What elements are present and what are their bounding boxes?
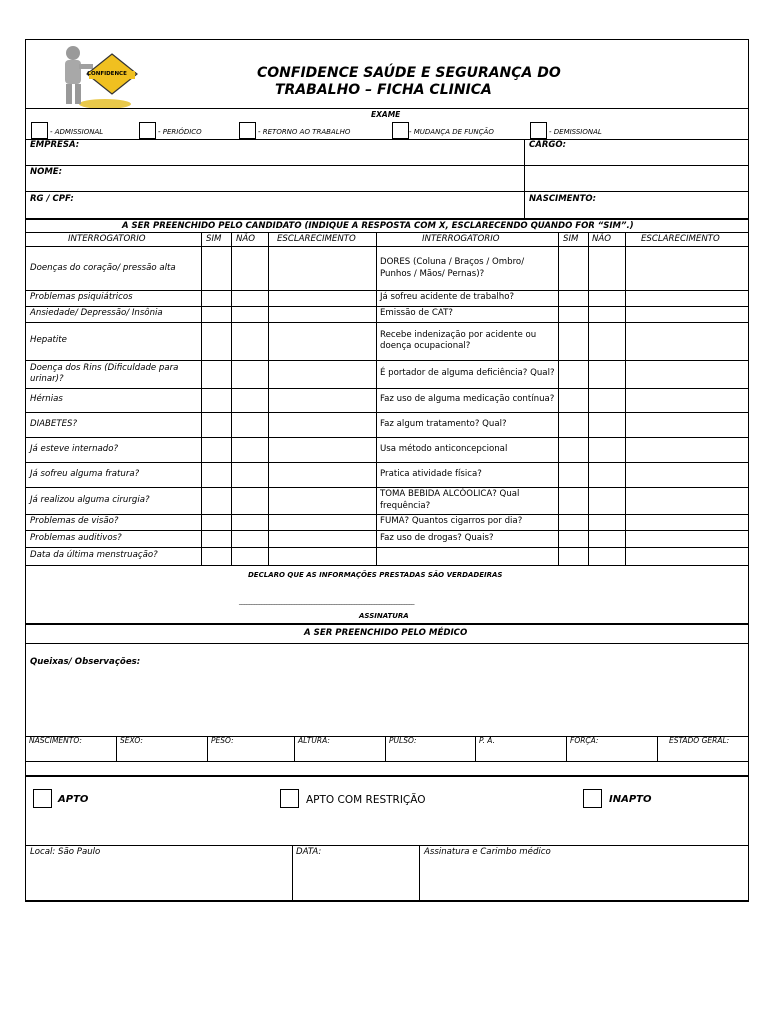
question-left: Problemas auditivos? (30, 532, 122, 543)
question-right: Faz uso de drogas? Quais? (380, 532, 494, 543)
answer-nao-left[interactable] (232, 307, 268, 322)
answer-sim-left[interactable] (202, 389, 231, 412)
header-esclarecimento-right: ESCLARECIMENTO (641, 234, 720, 244)
answer-sim-right[interactable] (559, 488, 588, 514)
question-right: Emissão de CAT? (380, 308, 453, 319)
label-apto-restricao: APTO COM RESTRIÇÃO (306, 794, 426, 806)
signature-line[interactable]: ______________________________________________________________________ (239, 598, 414, 605)
answer-nao-right[interactable] (589, 515, 625, 530)
answer-sim-right[interactable] (559, 361, 588, 388)
question-right: Faz uso de alguma medicação contínua? (380, 394, 555, 405)
answer-sim-right[interactable] (559, 531, 588, 547)
answer-nao-left[interactable] (232, 463, 268, 487)
answer-sim-right[interactable] (559, 438, 588, 462)
question-left: Doenças do coração/ pressão alta (30, 262, 176, 273)
header-interrogatorio-left: INTERROGATORIO (68, 234, 146, 244)
answer-nao-left[interactable] (232, 248, 268, 290)
header-interrogatorio-right: INTERROGATORIO (422, 234, 500, 244)
answer-sim-right[interactable] (559, 413, 588, 437)
medical-banner: A SER PREENCHIDO PELO MÉDICO (304, 628, 468, 638)
answer-nao-left[interactable] (232, 548, 268, 565)
checkbox-apto-restricao[interactable] (280, 789, 299, 808)
answer-esclarecimento-left[interactable] (269, 323, 376, 360)
declaration-text: DECLARO QUE AS INFORMAÇÕES PRESTADAS SÃO VERDADEIRAS (248, 571, 503, 579)
checkbox-mudanca[interactable] (392, 122, 409, 139)
answer-nao-right[interactable] (589, 531, 625, 547)
answer-sim-right[interactable] (559, 389, 588, 412)
answer-nao-left[interactable] (232, 361, 268, 388)
answer-nao-right[interactable] (589, 291, 625, 306)
label-inapto: INAPTO (609, 794, 652, 805)
checkbox-inapto[interactable] (583, 789, 602, 808)
answer-sim-left[interactable] (202, 463, 231, 487)
answer-nao-right[interactable] (589, 323, 625, 360)
vital-nascimento[interactable]: NASCIMENTO: (29, 736, 82, 745)
answer-nao-right[interactable] (589, 361, 625, 388)
answer-esclarecimento-right[interactable] (626, 413, 748, 437)
question-right: É portador de alguma deficiência? Qual? (380, 368, 555, 379)
answer-nao-left[interactable] (232, 531, 268, 547)
nascimento-field[interactable]: NASCIMENTO: (529, 194, 597, 204)
label-periodico: - PERIÓDICO (158, 128, 202, 136)
nome-field[interactable]: NOME: (30, 167, 63, 177)
question-left: Problemas psiquiátricos (30, 292, 133, 303)
question-right: Pratica atividade física? (380, 468, 482, 479)
question-left: DIABETES? (30, 418, 78, 429)
question-right (380, 547, 556, 565)
label-demissional: - DEMISSIONAL (549, 128, 602, 136)
answer-sim-right[interactable] (559, 515, 588, 530)
answer-nao-left[interactable] (232, 438, 268, 462)
header-nao-right: NÃO (592, 234, 612, 244)
header-nao-left: NÃO (236, 234, 256, 244)
vital-pa[interactable]: P. A. (479, 736, 495, 745)
answer-nao-right[interactable] (589, 248, 625, 290)
label-apto: APTO (58, 794, 89, 805)
label-retorno: - RETORNO AO TRABALHO (258, 128, 351, 136)
answer-nao-right[interactable] (589, 548, 625, 565)
answer-esclarecimento-right[interactable] (626, 389, 748, 412)
question-right: Faz algum tratamento? Qual? (380, 418, 507, 429)
answer-sim-left[interactable] (202, 548, 231, 565)
rg-cpf-field[interactable]: RG / CPF: (30, 194, 74, 204)
answer-sim-left[interactable] (202, 488, 231, 514)
answer-esclarecimento-left[interactable] (269, 488, 376, 514)
answer-esclarecimento-right[interactable] (626, 463, 748, 487)
answer-sim-left[interactable] (202, 361, 231, 388)
question-left: Já realizou alguma cirurgia? (30, 494, 150, 505)
answer-esclarecimento-left[interactable] (269, 413, 376, 437)
question-left: Já sofreu alguma fratura? (30, 468, 140, 479)
question-left: Doença dos Rins (Dificuldade para urinar)? (30, 362, 179, 384)
answer-esclarecimento-left[interactable] (269, 548, 376, 565)
checkbox-admissional[interactable] (31, 122, 48, 139)
answer-nao-right[interactable] (589, 463, 625, 487)
vital-pulso[interactable]: PULSO: (389, 736, 417, 745)
question-right: Usa método anticoncepcional (380, 443, 508, 454)
cargo-field[interactable]: CARGO: (529, 140, 566, 150)
answer-sim-right[interactable] (559, 463, 588, 487)
checkbox-apto[interactable] (33, 789, 52, 808)
answer-sim-left[interactable] (202, 515, 231, 530)
answer-esclarecimento-right[interactable] (626, 531, 748, 547)
answer-esclarecimento-right[interactable] (626, 361, 748, 388)
question-right: Já sofreu acidente de trabalho? (380, 292, 515, 303)
exame-label: EXAME (371, 110, 401, 119)
checkbox-retorno[interactable] (239, 122, 256, 139)
answer-sim-right[interactable] (559, 307, 588, 322)
form-title-line1: CONFIDENCE SAÚDE E SEGURANÇA DO (257, 65, 561, 81)
candidate-banner: A SER PREENCHIDO PELO CANDIDATO (INDIQUE A RESPOSTA COM X, ESCLARECENDO QUANDO FOR “SIM”.) (122, 221, 634, 231)
answer-sim-left[interactable] (202, 323, 231, 360)
answer-nao-left[interactable] (232, 515, 268, 530)
answer-esclarecimento-right[interactable] (626, 323, 748, 360)
question-left: Problemas de visão? (30, 516, 119, 527)
vital-altura[interactable]: ALTURA: (298, 736, 330, 745)
answer-nao-left[interactable] (232, 488, 268, 514)
answer-sim-right[interactable] (559, 323, 588, 360)
complaints-label[interactable]: Queixas/ Observações: (30, 657, 141, 667)
answer-sim-left[interactable] (202, 413, 231, 437)
answer-esclarecimento-right[interactable] (626, 515, 748, 530)
empresa-field[interactable]: EMPRESA: (30, 140, 80, 150)
header-sim-left: SIM (206, 234, 222, 244)
answer-sim-right[interactable] (559, 248, 588, 290)
answer-esclarecimento-right[interactable] (626, 488, 748, 514)
answer-nao-right[interactable] (589, 413, 625, 437)
checkbox-periodico[interactable] (139, 122, 156, 139)
logo-text: CONFIDENCE (87, 71, 127, 77)
company-logo (45, 42, 145, 110)
answer-esclarecimento-left[interactable] (269, 307, 376, 322)
answer-esclarecimento-left[interactable] (269, 531, 376, 547)
question-right: TOMA BEBIDA ALCÓOLICA? Qual frequência? (380, 489, 520, 511)
label-mudanca: - MUDANÇA DE FUNÇÃO (409, 128, 494, 136)
vital-forca[interactable]: FORÇA: (570, 736, 599, 745)
answer-esclarecimento-left[interactable] (269, 248, 376, 290)
answer-esclarecimento-right[interactable] (626, 248, 748, 290)
vital-peso[interactable]: PESO: (211, 736, 234, 745)
answer-nao-right[interactable] (589, 488, 625, 514)
header-esclarecimento-left: ESCLARECIMENTO (277, 234, 356, 244)
answer-esclarecimento-right[interactable] (626, 438, 748, 462)
answer-sim-left[interactable] (202, 307, 231, 322)
answer-esclarecimento-left[interactable] (269, 515, 376, 530)
answer-esclarecimento-right[interactable] (626, 291, 748, 306)
local-field[interactable]: Local: São Paulo (30, 847, 101, 857)
answer-nao-left[interactable] (232, 323, 268, 360)
vital-estado-geral[interactable]: ESTADO GERAL: (669, 736, 730, 745)
question-right: Recebe indenização por acidente ou doença ocupacional? (380, 329, 537, 351)
question-right: FUMA? Quantos cigarros por dia? (380, 516, 523, 527)
question-left: Já esteve internado? (30, 443, 119, 454)
answer-sim-left[interactable] (202, 531, 231, 547)
assinatura-carimbo-field[interactable]: Assinatura e Carimbo médico (424, 847, 551, 857)
answer-nao-left[interactable] (232, 389, 268, 412)
question-left: Ansiedade/ Depressão/ Insônia (30, 308, 163, 319)
question-left: Hepatite (30, 335, 67, 346)
answer-sim-right[interactable] (559, 291, 588, 306)
header-sim-right: SIM (563, 234, 579, 244)
answer-esclarecimento-left[interactable] (269, 389, 376, 412)
answer-sim-right[interactable] (559, 548, 588, 565)
vital-sexo[interactable]: SEXO: (120, 736, 143, 745)
label-admissional: - ADMISSIONAL (50, 128, 104, 136)
answer-nao-left[interactable] (232, 291, 268, 306)
answer-esclarecimento-left[interactable] (269, 438, 376, 462)
answer-esclarecimento-left[interactable] (269, 291, 376, 306)
data-field[interactable]: DATA: (296, 847, 322, 857)
checkbox-demissional[interactable] (530, 122, 547, 139)
answer-esclarecimento-right[interactable] (626, 548, 748, 565)
answer-esclarecimento-left[interactable] (269, 361, 376, 388)
answer-nao-right[interactable] (589, 438, 625, 462)
answer-sim-left[interactable] (202, 291, 231, 306)
answer-esclarecimento-left[interactable] (269, 463, 376, 487)
signature-label: ASSINATURA (359, 612, 409, 620)
answer-nao-right[interactable] (589, 307, 625, 322)
answer-sim-left[interactable] (202, 248, 231, 290)
question-left: Data da última menstruação? (30, 550, 158, 561)
answer-sim-left[interactable] (202, 438, 231, 462)
answer-nao-left[interactable] (232, 413, 268, 437)
answer-esclarecimento-right[interactable] (626, 307, 748, 322)
form-title-line2: TRABALHO – FICHA CLINICA (275, 82, 492, 98)
question-right: DORES (Coluna / Braços / Ombro/ Punhos / Mãos/ Pernas)? (380, 257, 525, 279)
question-left: Hérnias (30, 394, 63, 405)
answer-nao-right[interactable] (589, 389, 625, 412)
